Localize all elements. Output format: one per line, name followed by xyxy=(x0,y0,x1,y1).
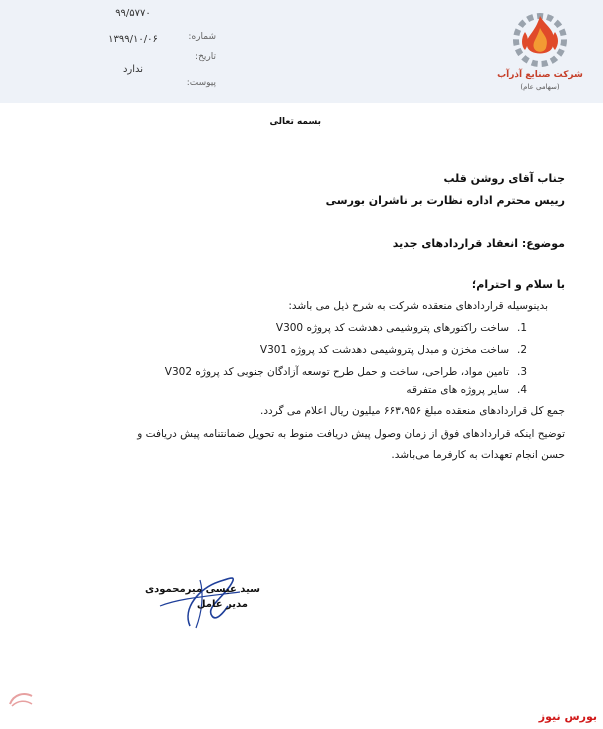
list-item-number: 1. xyxy=(517,322,528,334)
intro-text: بدینوسیله قراردادهای منعقده شرکت به شرح ذیل می باشد: xyxy=(288,300,548,312)
total-amount-text: جمع کل قراردادهای منعقده مبلغ ۶۶۳،۹۵۶ میلیون ریال اعلام می گردد. xyxy=(260,405,565,417)
number-row xyxy=(98,8,216,22)
source-watermark: بورس نیوز xyxy=(538,710,597,723)
attachment-row xyxy=(98,50,216,75)
attachment-label-row xyxy=(98,72,216,86)
company-name: شرکت صنایع آذرآب xyxy=(497,70,583,80)
list-item-text: ساخت مخزن و مبدل پتروشیمی دهدشت کد پروژه V301 xyxy=(259,344,509,356)
note-line-1: توضیح اینکه قراردادهای فوق از زمان وصول پیش دریافت منوط به تحویل ضمانتنامه پیش دریافت و xyxy=(137,428,565,440)
subject: موضوع: انعقاد قراردادهای جدید xyxy=(392,237,565,250)
list-item-text: ساخت راکتورهای پتروشیمی دهدشت کد پروژه V300 xyxy=(275,322,509,334)
signatory-name: سید عیسی میرمحمودی xyxy=(144,584,260,595)
signatory-title: مدیر عامل xyxy=(196,599,248,610)
company-type: (سهامی عام) xyxy=(520,83,560,91)
list-item-text: تامین مواد، طراحی، ساخت و حمل طرح توسعه آزادگان جنوبی کد پروژه V302 xyxy=(164,366,509,378)
date-value: ۱۳۹۹/۱۰/۰۶ xyxy=(108,34,158,45)
greeting: با سلام و احترام؛ xyxy=(471,278,565,291)
list-item-number: 4. xyxy=(517,384,528,396)
list-item-number: 2. xyxy=(517,344,528,356)
bismillah: بسمه تعالی xyxy=(269,117,321,127)
recipient-title: رییس محترم اداره نظارت بر ناشران بورسی xyxy=(325,194,565,207)
date-label: تاریخ: xyxy=(195,52,216,62)
number-label: شماره: xyxy=(188,32,216,42)
attachment-label: پیوست: xyxy=(186,78,216,88)
signature-block xyxy=(120,568,260,638)
list-item-number: 3. xyxy=(517,366,528,378)
list-item-text: سایر پروژه های متفرقه xyxy=(406,384,509,396)
company-logo xyxy=(495,6,585,96)
recipient-name: جناب آقای روشن قلب xyxy=(443,172,565,185)
number-value: ۹۹/۵۷۷۰ xyxy=(115,8,151,19)
date-row xyxy=(98,34,216,48)
watermark-logo-icon xyxy=(6,690,36,708)
note-line-2: حسن انجام تعهدات به کارفرما می‌باشد. xyxy=(391,449,565,461)
attachment-value: ندارد xyxy=(122,64,144,75)
flame-gear-icon xyxy=(495,6,585,70)
